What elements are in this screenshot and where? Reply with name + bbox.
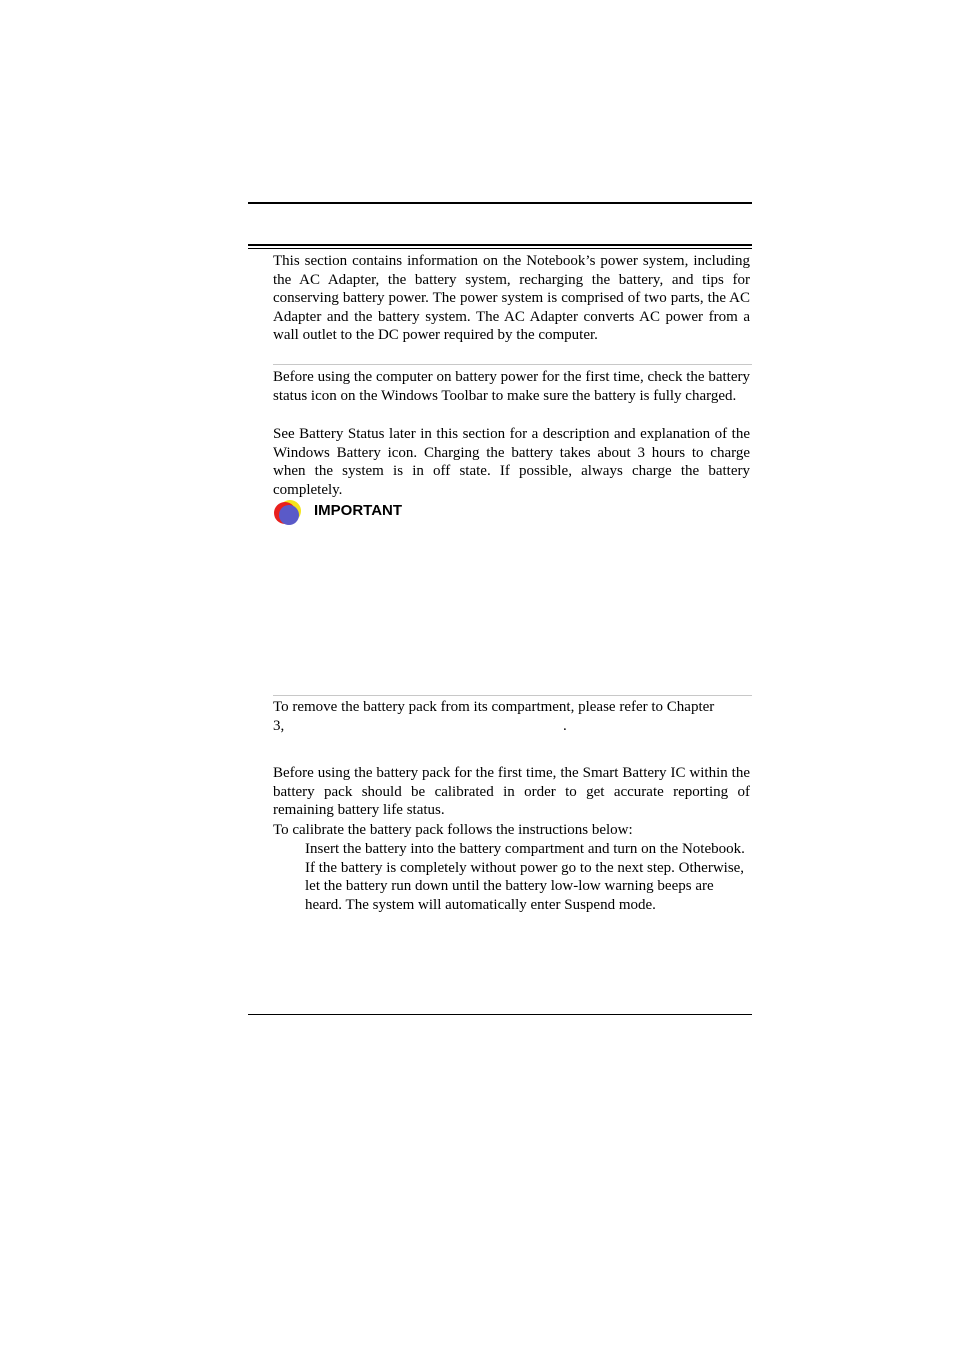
- section-rule-thin: [248, 248, 752, 249]
- subsection-separator-removing: [273, 695, 752, 696]
- charging-paragraph-2: See Battery Status later in this section for a description and explanation of the Windows Battery icon. Charging the battery takes about 3 hours to charge when the system is in off state. If possible, always charge the battery completely.: [273, 426, 750, 498]
- header-rule: [248, 202, 752, 204]
- calibration-step-1: Insert the battery into the battery compartment and turn on the Notebook. If the battery is completely without power go to the next step. Otherwise, let the battery run down until the battery low-low warning beeps are heard. The system will automatically enter Suspend mode.: [305, 841, 745, 913]
- calibration-paragraph-2: To calibrate the battery pack follows the instructions below:: [273, 822, 633, 838]
- section-intro-paragraph: This section contains information on the Notebook’s power system, including the AC Adapter, the battery system, recharging the battery, and tips for conserving battery power. The power system is comprised of two parts, the AC Adapter and the battery system. The AC Adapter converts AC power from a wall outlet to the DC power required by the computer.: [273, 253, 750, 344]
- important-icon-blue: [279, 505, 299, 525]
- important-label: IMPORTANT: [314, 502, 403, 519]
- removing-line-1: To remove the battery pack from its compartment, please refer to Chapter: [273, 699, 715, 715]
- charging-paragraph-1: Before using the computer on battery power for the first time, check the battery status icon on the Windows Toolbar to make sure the battery is fully charged.: [273, 369, 750, 404]
- removing-line-2-end: .: [563, 718, 567, 734]
- subsection-separator-charging: [273, 364, 752, 365]
- important-icon: [273, 499, 303, 527]
- removing-line-2-start: 3,: [273, 718, 285, 734]
- footer-rule: [248, 1014, 752, 1015]
- calibration-paragraph-1: Before using the battery pack for the first time, the Smart Battery IC within the battery pack should be calibrated in order to get accurate reporting of remaining battery life status.: [273, 765, 750, 819]
- section-rule-thick: [248, 244, 752, 246]
